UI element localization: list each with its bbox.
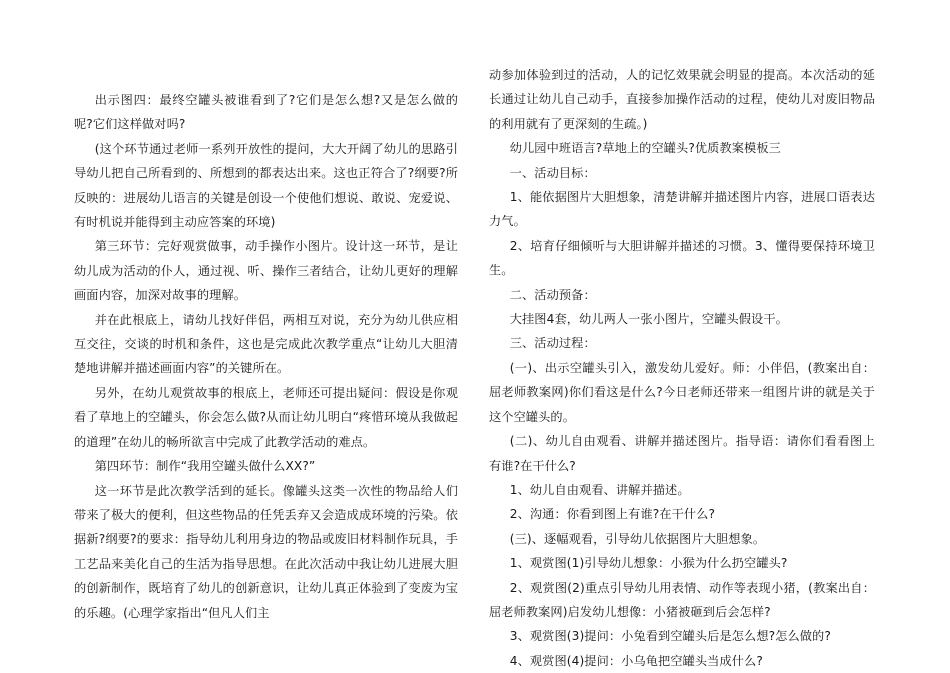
list-item: 4、观赏图(4)提问：小乌龟把空罐头当成什么? <box>509 653 763 668</box>
paragraph: (这个环节通过老师一系列开放性的提问，大大开阔了幼儿的思路引导幼儿把自己所看到的、所想到的都表达出来。这也正符合了?纲要?所反映的：进展幼儿语言的关键是创设一个使他们想说、敢说、宠爱说、有时机说并能得到主动应答案的环境) <box>74 141 458 230</box>
paragraph: 这一环节是此次教学活到的延长。像罐头这类一次性的物品给人们带来了极大的便利，但这些物品的任凭丢弃又会造成成环境的污染。依据新?纲要?的要求：指导幼儿利用身边的物品或废旧材料制作玩具，手工艺品来美化自己的生活为指导思想。在此次活动中我让幼儿进展大胆的创新制作，既培育了幼儿的创新意识，让幼儿真正体验到了变废为宝的乐趣。(心理学家指出“但凡人们主 <box>74 483 458 620</box>
paragraph: 第三环节：完好观赏做事，动手操作小图片。设计这一环节，是让幼儿成为活动的仆人，通过视、听、操作三者结合，让幼儿更好的理解画面内容，加深对故事的理解。 <box>74 239 458 303</box>
list-item: 2、观赏图(2)重点引导幼儿用表情、动作等表现小猪，(教案出自：屈老师教案网)启发幼儿想像：小猪被砸到后会怎样? <box>489 580 875 619</box>
list-item: 1、观赏图(1)引导幼儿想象：小猴为什么扔空罐头? <box>509 556 788 571</box>
paragraph: (二)、幼儿自由观看、讲解并描述图片。指导语：请你们看看图上有谁?在干什么? <box>489 434 875 473</box>
list-item: 1、能依据图片大胆想象，清楚讲解并描述图片内容，进展口语表达力气。 <box>489 190 875 229</box>
right-column <box>489 63 875 673</box>
list-item: 2、沟通：你看到图上有谁?在干什么? <box>509 507 716 522</box>
paragraph: (一)、出示空罐头引入，激发幼儿爱好。师：小伴侣，(教案出自：屈老师教案网)你们看这是什么?今日老师还带来一组图片讲的就是关于这个空罐头的。 <box>489 360 875 424</box>
list-item: 1、幼儿自由观看、讲解并描述。 <box>509 482 690 497</box>
paragraph: 出示图四：最终空罐头被谁看到了?它们是怎么想?又是怎么做的呢?它们这样做对吗? <box>74 93 458 132</box>
paragraph: 大挂图4套，幼儿两人一张小图片，空罐头假设干。 <box>509 312 788 327</box>
paragraph: (三)、逐幅观看，引导幼儿依据图片大胆想象。 <box>509 531 766 546</box>
paragraph: 动参加体验到过的活动，人的记忆效果就会明显的提高。本次活动的延长通过让幼儿自己动手，直接参加操作活动的过程，使幼儿对废旧物品的利用就有了更深刻的生疏。) <box>489 68 875 131</box>
section-heading: 三、活动过程： <box>509 336 596 351</box>
section-heading: 二、活动预备： <box>509 287 596 302</box>
section-heading: 第四环节：制作“我用空罐头做什么XX?” <box>94 459 316 474</box>
list-item: 3、观赏图(3)提问：小兔看到空罐头后是怎么想?怎么做的? <box>509 629 831 644</box>
list-item: 2、培育仔细倾听与大胆讲解并描述的习惯。3、懂得要保持环境卫生。 <box>489 238 875 278</box>
left-column <box>74 88 458 625</box>
section-heading: 一、活动目标： <box>509 165 596 180</box>
paragraph: 并在此根底上，请幼儿找好伴侣，两相互对说，充分为幼儿供应相互交往，交谈的时机和条件，这也是完成此次教学重点“让幼儿大胆清楚地讲解并描述画面内容”的关键所在。 <box>74 312 458 376</box>
paragraph: 另外，在幼儿观赏故事的根底上，老师还可提出疑问：假设是你观看了草地上的空罐头，你会怎么做?从而让幼儿明白“疼惜环境从我做起的道理”在幼儿的畅所欲言中完成了此教学活动的难点。 <box>74 385 458 449</box>
document-title: 幼儿园中班语言?草地上的空罐头?优质教案模板三 <box>509 141 781 156</box>
